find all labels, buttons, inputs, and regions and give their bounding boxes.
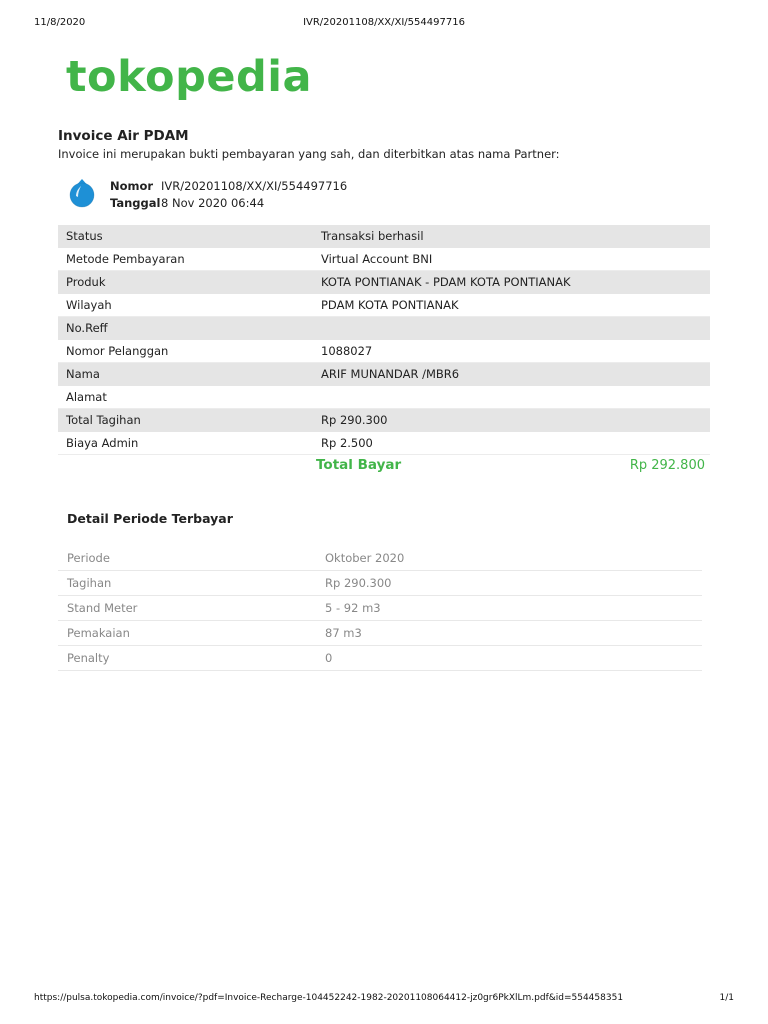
invoice-date-value: 8 Nov 2020 06:44 <box>161 196 265 210</box>
row-label: Nama <box>58 363 313 386</box>
table-row <box>58 596 702 621</box>
row-value: Transaksi berhasil <box>313 225 710 248</box>
table-row <box>58 363 710 386</box>
detail-value: Oktober 2020 <box>316 546 702 571</box>
row-label: Produk <box>58 271 313 294</box>
print-document-id: IVR/20201108/XX/XI/554497716 <box>303 17 465 28</box>
detail-section-title: Detail Periode Terbayar <box>67 511 233 526</box>
row-value <box>313 317 710 340</box>
row-label: No.Reff <box>58 317 313 340</box>
row-value: KOTA PONTIANAK - PDAM KOTA PONTIANAK <box>313 271 710 294</box>
detail-value: 5 - 92 m3 <box>316 596 702 621</box>
invoice-number-label: Nomor <box>110 179 154 193</box>
table-row <box>58 646 702 671</box>
row-label: Wilayah <box>58 294 313 317</box>
table-row <box>58 621 702 646</box>
invoice-date <box>110 196 264 210</box>
table-row <box>58 571 702 596</box>
invoice-title: Invoice Air PDAM <box>58 128 189 144</box>
row-value: 1088027 <box>313 340 710 363</box>
water-drop-icon <box>68 178 96 208</box>
detail-label: Penalty <box>58 646 316 671</box>
row-label: Nomor Pelanggan <box>58 340 313 363</box>
detail-value: 0 <box>316 646 702 671</box>
detail-value: 87 m3 <box>316 621 702 646</box>
invoice-date-label: Tanggal <box>110 196 161 210</box>
total-bayar-label: Total Bayar <box>316 457 402 473</box>
print-page-number: 1/1 <box>719 993 734 1003</box>
row-label: Biaya Admin <box>58 432 313 455</box>
row-value: Rp 290.300 <box>313 409 710 432</box>
table-row <box>58 248 710 271</box>
row-value: Rp 2.500 <box>313 432 710 455</box>
print-footer-url: https://pulsa.tokopedia.com/invoice/?pdf=Invoice-Recharge-104452242-1982-20201108064412-jz0gr6PkXlLm.pdf&id=554458351 <box>34 993 624 1003</box>
detail-label: Pemakaian <box>58 621 316 646</box>
row-value: PDAM KOTA PONTIANAK <box>313 294 710 317</box>
tokopedia-logo: tokopedia <box>66 52 313 102</box>
detail-label: Tagihan <box>58 571 316 596</box>
detail-label: Periode <box>58 546 316 571</box>
row-value: Virtual Account BNI <box>313 248 710 271</box>
invoice-description: Invoice ini merupakan bukti pembayaran yang sah, dan diterbitkan atas nama Partner: <box>58 147 560 161</box>
table-row <box>58 317 710 340</box>
row-label: Alamat <box>58 386 313 409</box>
invoice-number <box>110 179 347 193</box>
row-label: Status <box>58 225 313 248</box>
row-value <box>313 386 710 409</box>
table-row <box>58 294 710 317</box>
table-row <box>58 225 710 248</box>
table-row <box>58 386 710 409</box>
table-row <box>58 432 710 455</box>
table-row <box>58 340 710 363</box>
row-label: Total Tagihan <box>58 409 313 432</box>
detail-period-table <box>58 546 702 671</box>
table-row <box>58 271 710 294</box>
row-value: ARIF MUNANDAR /MBR6 <box>313 363 710 386</box>
detail-value: Rp 290.300 <box>316 571 702 596</box>
invoice-number-value: IVR/20201108/XX/XI/554497716 <box>161 179 348 193</box>
row-label: Metode Pembayaran <box>58 248 313 271</box>
print-date: 11/8/2020 <box>34 17 86 28</box>
table-row <box>58 409 710 432</box>
detail-label: Stand Meter <box>58 596 316 621</box>
transaction-info-table <box>58 225 710 455</box>
table-row <box>58 546 702 571</box>
total-bayar-value: Rp 292.800 <box>629 458 705 473</box>
